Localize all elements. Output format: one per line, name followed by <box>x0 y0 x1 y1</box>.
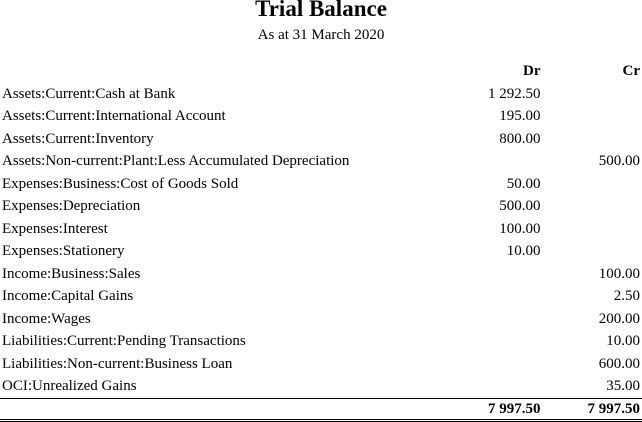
cr-cell <box>540 240 642 263</box>
table-row <box>0 195 642 218</box>
account-cell: Expenses:Stationery <box>2 243 125 259</box>
account-cell: Income:Business:Sales <box>2 265 141 282</box>
cr-cell: 100.00 <box>598 265 640 282</box>
totals-label <box>0 398 443 420</box>
table-row <box>0 150 642 173</box>
dr-column-header: Dr <box>522 63 541 79</box>
cr-column-header: Cr <box>622 63 640 79</box>
dr-cell: 1 292.50 <box>487 85 541 102</box>
header-row <box>0 60 642 83</box>
account-cell: Assets:Current:Inventory <box>2 130 154 147</box>
account-cell: Expenses:Business:Cost of Goods Sold <box>2 175 239 192</box>
dr-cell <box>443 330 541 353</box>
cr-cell <box>540 173 642 196</box>
account-cell: Assets:Non-current:Plant:Less Accumulated Depreciation <box>2 153 350 169</box>
cr-cell: 200.00 <box>598 310 640 327</box>
table-row <box>0 285 642 308</box>
cr-total: 7 997.50 <box>540 398 642 420</box>
account-cell: Expenses:Interest <box>2 220 108 237</box>
account-cell: Liabilities:Current:Pending Transactions <box>2 333 246 349</box>
table-row <box>0 308 642 331</box>
table-row <box>0 128 642 151</box>
dr-cell <box>443 263 541 286</box>
cr-cell: 35.00 <box>606 378 640 394</box>
cr-cell <box>540 105 642 128</box>
cr-cell <box>540 218 642 241</box>
cr-cell: 10.00 <box>606 333 640 349</box>
dr-cell: 500.00 <box>499 198 541 214</box>
account-cell: Income:Wages <box>2 310 91 327</box>
cr-cell: 500.00 <box>598 153 640 169</box>
dr-cell <box>443 285 541 308</box>
account-cell: Liabilities:Non-current:Business Loan <box>2 355 233 372</box>
account-column-header <box>0 60 443 83</box>
report-title: Trial Balance <box>255 0 387 21</box>
table-row <box>0 375 642 398</box>
table-row <box>0 240 642 263</box>
table-row <box>0 330 642 353</box>
dr-cell: 10.00 <box>506 243 541 259</box>
dr-cell <box>443 353 541 376</box>
account-cell: Assets:Current:Cash at Bank <box>2 85 176 102</box>
account-cell: Expenses:Depreciation <box>2 198 141 214</box>
table-row <box>0 83 642 106</box>
dr-cell: 800.00 <box>499 130 541 147</box>
table-row <box>0 263 642 286</box>
table-row <box>0 218 642 241</box>
cr-cell: 2.50 <box>613 288 640 304</box>
account-cell: Income:Capital Gains <box>2 288 134 304</box>
cr-cell: 600.00 <box>598 355 640 372</box>
cr-cell <box>540 128 642 151</box>
dr-cell <box>443 150 541 173</box>
dr-cell <box>443 308 541 331</box>
table-row <box>0 105 642 128</box>
table-row <box>0 173 642 196</box>
dr-cell: 195.00 <box>499 108 541 124</box>
cr-cell <box>540 195 642 218</box>
report-subtitle: As at 31 March 2020 <box>257 27 385 43</box>
dr-total: 7 997.50 <box>443 398 541 420</box>
dr-cell <box>443 375 541 398</box>
totals-row <box>0 398 642 420</box>
account-cell: Assets:Current:International Account <box>2 108 226 124</box>
account-cell: OCI:Unrealized Gains <box>2 378 137 394</box>
cr-cell <box>540 83 642 106</box>
table-body <box>0 83 642 399</box>
trial-balance-table <box>0 60 642 422</box>
dr-cell: 50.00 <box>506 175 541 192</box>
table-row <box>0 353 642 376</box>
dr-cell: 100.00 <box>499 220 541 237</box>
